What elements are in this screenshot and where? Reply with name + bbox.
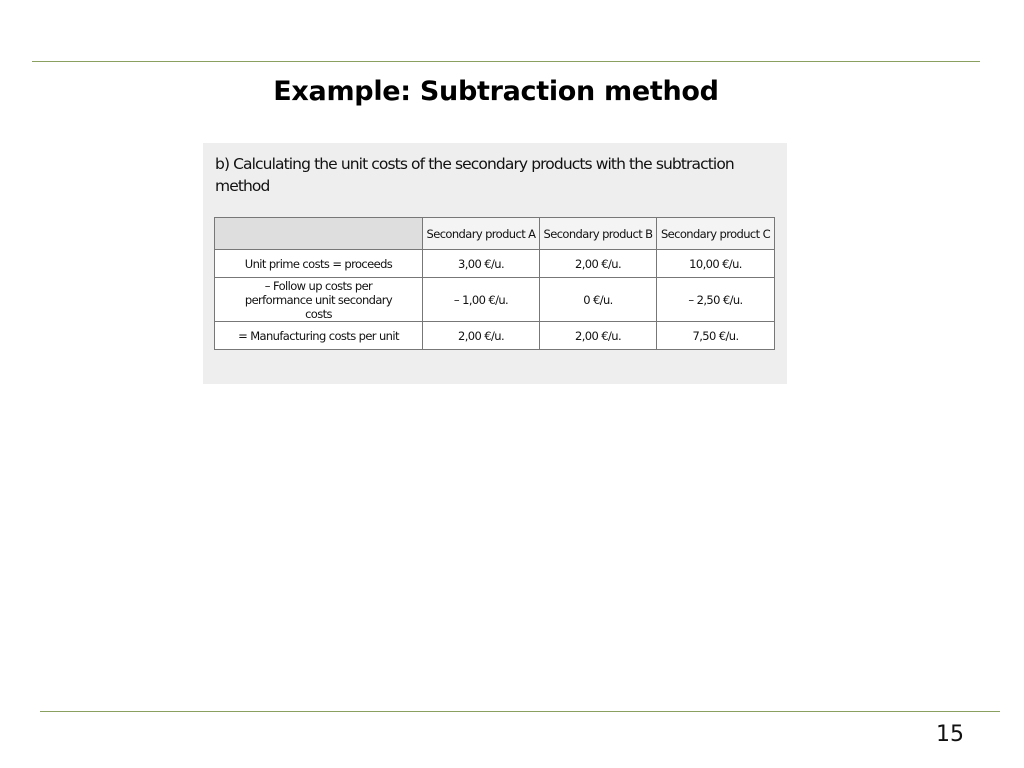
row-label-manufacturing-costs xyxy=(215,322,423,350)
table-cell: 3,00 €/u. xyxy=(423,250,540,278)
table-cell: – 1,00 €/u. xyxy=(423,278,540,322)
column-header-product-a: Secondary product A xyxy=(423,218,540,250)
table-cell: 10,00 €/u. xyxy=(657,250,775,278)
table-cell: 2,00 €/u. xyxy=(423,322,540,350)
column-header-product-c: Secondary product C xyxy=(657,218,775,250)
page-number: 15 xyxy=(936,722,964,747)
table-row xyxy=(215,278,775,322)
table-row xyxy=(215,322,775,350)
row-label-follow-up-costs xyxy=(215,278,423,322)
bottom-divider xyxy=(40,711,1000,712)
row-label-text: – Follow up costs per performance unit secondary costs xyxy=(244,278,393,321)
column-header-product-b: Secondary product B xyxy=(540,218,657,250)
row-label-text: Unit prime costs = proceeds xyxy=(244,256,393,271)
unit-costs-table xyxy=(214,217,775,350)
table-cell: 7,50 €/u. xyxy=(657,322,775,350)
table-row xyxy=(215,250,775,278)
table-cell: – 2,50 €/u. xyxy=(657,278,775,322)
top-divider xyxy=(32,61,980,62)
row-label-text: = Manufacturing costs per unit xyxy=(238,328,399,343)
table-header-row xyxy=(215,218,775,250)
table-corner-cell xyxy=(215,218,423,250)
row-label-unit-prime-costs xyxy=(215,250,423,278)
example-panel xyxy=(203,143,787,384)
slide-title: Example: Subtraction method xyxy=(273,76,719,107)
table-cell: 0 €/u. xyxy=(540,278,657,322)
table-cell: 2,00 €/u. xyxy=(540,322,657,350)
panel-heading: b) Calculating the unit costs of the secondary products with the subtraction method xyxy=(215,155,734,195)
table-cell: 2,00 €/u. xyxy=(540,250,657,278)
